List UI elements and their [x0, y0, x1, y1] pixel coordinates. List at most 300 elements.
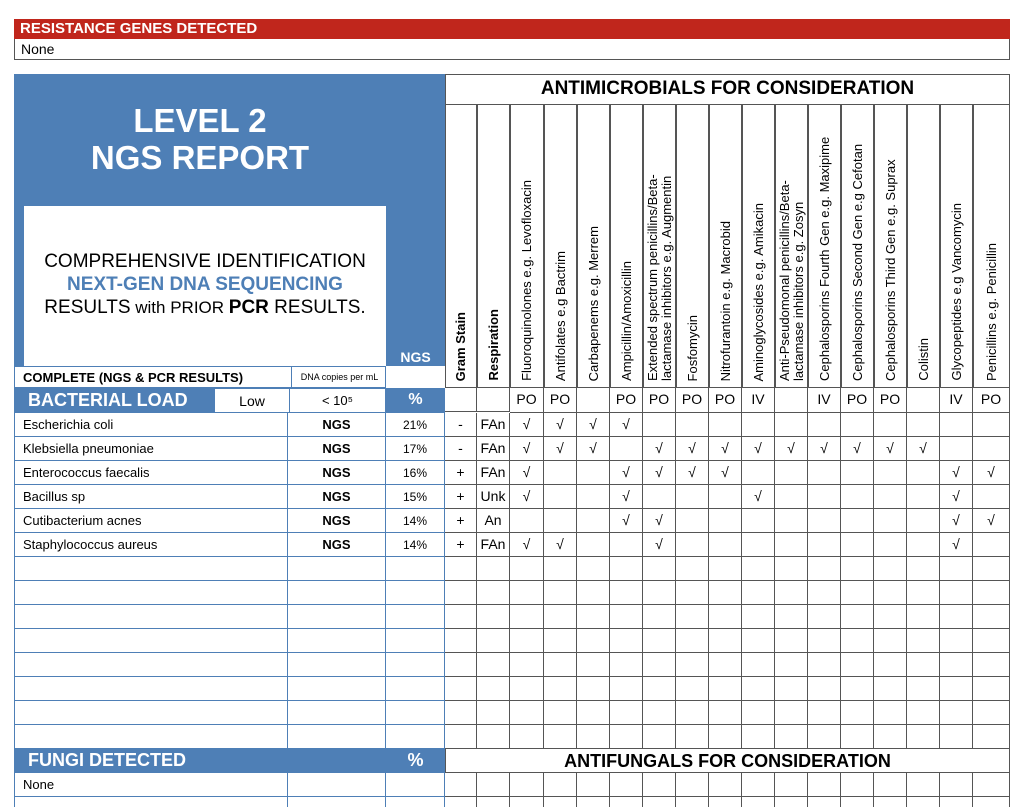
susceptibility-mark — [676, 485, 709, 509]
susceptibility-mark — [577, 485, 610, 509]
susceptibility-mark — [709, 725, 742, 749]
susceptibility-mark — [610, 557, 643, 581]
organism-name — [14, 605, 288, 629]
detection-method — [288, 557, 386, 581]
susceptibility-mark — [940, 557, 973, 581]
drug-header-2 — [544, 105, 577, 388]
susceptibility-mark — [973, 701, 1010, 725]
fungi-drug-cell — [643, 797, 676, 807]
organism-name — [14, 701, 288, 725]
susceptibility-mark — [808, 533, 841, 557]
susceptibility-mark: √ — [510, 461, 544, 485]
susceptibility-mark: √ — [643, 509, 676, 533]
susceptibility-mark — [973, 485, 1010, 509]
respiration-value — [477, 653, 510, 677]
susceptibility-mark — [676, 413, 709, 437]
fungi-drug-cell — [544, 797, 577, 807]
susceptibility-mark — [676, 677, 709, 701]
susceptibility-mark — [510, 701, 544, 725]
fungi-drug-cell — [742, 773, 775, 797]
susceptibility-mark — [874, 653, 907, 677]
report-title-line1: LEVEL 2 — [133, 102, 267, 139]
respiration-value: FAn — [477, 533, 510, 557]
susceptibility-mark: √ — [544, 413, 577, 437]
susceptibility-mark: √ — [577, 413, 610, 437]
susceptibility-mark — [676, 629, 709, 653]
desc-line3 — [24, 296, 386, 319]
gram-stain-value: - — [445, 413, 477, 437]
susceptibility-mark — [643, 677, 676, 701]
respiration-value: FAn — [477, 461, 510, 485]
drug-header-14-label: Glycopeptides e.g Vancomycin — [948, 203, 964, 381]
susceptibility-mark — [841, 701, 874, 725]
drug-header-2-label: Antifolates e.g Bactrim — [552, 250, 568, 381]
organism-name: Escherichia coli — [14, 413, 288, 437]
percent-header: % — [386, 388, 445, 413]
resistance-genes-header: RESISTANCE GENES DETECTED — [14, 19, 1010, 39]
susceptibility-mark — [874, 557, 907, 581]
susceptibility-mark: √ — [510, 485, 544, 509]
susceptibility-mark — [676, 509, 709, 533]
table-row — [14, 413, 1010, 437]
susceptibility-mark — [676, 533, 709, 557]
susceptibility-mark — [940, 725, 973, 749]
fungi-drug-cell — [709, 773, 742, 797]
susceptibility-mark — [874, 629, 907, 653]
susceptibility-mark — [775, 629, 808, 653]
route-cell — [907, 388, 940, 413]
fungi-percent-header: % — [386, 748, 445, 773]
gram-stain-value: + — [445, 485, 477, 509]
table-row — [14, 557, 1010, 581]
fungi-gram — [445, 797, 477, 807]
susceptibility-mark: √ — [610, 461, 643, 485]
fungi-drug-cell — [643, 773, 676, 797]
susceptibility-mark — [742, 605, 775, 629]
susceptibility-mark — [709, 581, 742, 605]
gram-stain-value — [445, 629, 477, 653]
drug-header-13-label: Colistin — [915, 338, 931, 381]
organism-percent: 16% — [386, 461, 445, 485]
detection-method — [288, 605, 386, 629]
route-cell: PO — [973, 388, 1010, 413]
gram-stain-header — [445, 105, 477, 388]
susceptibility-mark — [907, 653, 940, 677]
susceptibility-mark — [610, 605, 643, 629]
respiration-value — [477, 677, 510, 701]
gram-stain-value — [445, 701, 477, 725]
gram-stain-value — [445, 581, 477, 605]
susceptibility-mark: √ — [676, 437, 709, 461]
susceptibility-mark — [544, 557, 577, 581]
fungi-name: None — [14, 773, 288, 797]
susceptibility-mark — [874, 581, 907, 605]
fungi-drug-cell — [775, 773, 808, 797]
susceptibility-mark — [544, 725, 577, 749]
drug-header-9 — [775, 105, 808, 388]
susceptibility-mark — [874, 509, 907, 533]
organism-name: Bacillus sp — [14, 485, 288, 509]
route-cell: PO — [643, 388, 676, 413]
susceptibility-mark: √ — [742, 437, 775, 461]
susceptibility-mark — [610, 629, 643, 653]
susceptibility-mark — [510, 653, 544, 677]
fungi-drug-cell — [775, 797, 808, 807]
susceptibility-mark — [510, 509, 544, 533]
susceptibility-mark — [643, 701, 676, 725]
organism-percent — [386, 725, 445, 749]
susceptibility-mark — [709, 485, 742, 509]
susceptibility-mark — [973, 605, 1010, 629]
susceptibility-mark: √ — [940, 485, 973, 509]
detection-method: NGS — [288, 461, 386, 485]
drug-header-5-label: Extended spectrum penicillins/Beta-lactamase inhibitors e.g. Augmentin — [644, 174, 674, 381]
respiration-header-label: Respiration — [485, 309, 501, 381]
table-row — [14, 533, 1010, 557]
bacterial-load-copies: < 10⁵ — [290, 388, 386, 413]
susceptibility-mark — [709, 557, 742, 581]
drug-header-13 — [907, 105, 940, 388]
respiration-value: FAn — [477, 437, 510, 461]
dna-copies-label: DNA copies per mL — [291, 367, 387, 387]
susceptibility-mark: √ — [643, 533, 676, 557]
detection-method: NGS — [288, 509, 386, 533]
complete-results-header — [14, 366, 386, 388]
fungi-drug-cell — [973, 797, 1010, 807]
complete-label: COMPLETE (NGS & PCR RESULTS) — [23, 370, 244, 385]
fungi-resp — [477, 773, 510, 797]
fungi-drug-cell — [907, 797, 940, 807]
fungi-resp — [477, 797, 510, 807]
susceptibility-mark — [973, 629, 1010, 653]
susceptibility-mark — [775, 653, 808, 677]
susceptibility-mark — [643, 485, 676, 509]
susceptibility-mark: √ — [643, 461, 676, 485]
drug-header-4 — [610, 105, 643, 388]
susceptibility-mark — [841, 629, 874, 653]
susceptibility-mark — [544, 701, 577, 725]
fungi-drug-cell — [676, 773, 709, 797]
susceptibility-mark — [874, 461, 907, 485]
route-row — [14, 388, 1010, 412]
fungi-drug-cell — [676, 797, 709, 807]
fungi-drug-cell — [510, 773, 544, 797]
susceptibility-mark — [808, 557, 841, 581]
susceptibility-mark: √ — [841, 437, 874, 461]
susceptibility-mark — [940, 701, 973, 725]
organism-name — [14, 653, 288, 677]
gram-stain-value: + — [445, 461, 477, 485]
table-row — [14, 437, 1010, 461]
susceptibility-mark — [510, 581, 544, 605]
fungi-drug-cell — [940, 773, 973, 797]
susceptibility-mark — [610, 581, 643, 605]
susceptibility-mark — [577, 677, 610, 701]
susceptibility-mark — [973, 437, 1010, 461]
drug-header-5 — [643, 105, 676, 388]
susceptibility-mark — [841, 653, 874, 677]
fungi-detected-header: FUNGI DETECTED — [14, 748, 386, 773]
susceptibility-mark: √ — [940, 509, 973, 533]
susceptibility-mark — [841, 725, 874, 749]
susceptibility-mark: √ — [907, 437, 940, 461]
susceptibility-mark — [577, 653, 610, 677]
susceptibility-mark — [973, 557, 1010, 581]
susceptibility-mark: √ — [676, 461, 709, 485]
drug-header-4-label: Ampicillin/Amoxicillin — [618, 261, 634, 381]
susceptibility-mark — [510, 677, 544, 701]
susceptibility-mark: √ — [742, 485, 775, 509]
susceptibility-mark — [544, 653, 577, 677]
fungi-drug-cell — [742, 797, 775, 807]
susceptibility-mark — [610, 725, 643, 749]
susceptibility-mark — [907, 605, 940, 629]
susceptibility-mark — [510, 725, 544, 749]
fungi-drug-cell — [874, 773, 907, 797]
route-resp-blank — [477, 388, 510, 412]
susceptibility-mark — [544, 485, 577, 509]
drug-header-3-label: Carbapenems e.g. Merrem — [585, 225, 601, 381]
susceptibility-mark — [775, 485, 808, 509]
susceptibility-mark — [940, 437, 973, 461]
susceptibility-mark — [841, 461, 874, 485]
susceptibility-mark: √ — [510, 413, 544, 437]
susceptibility-mark — [577, 461, 610, 485]
organism-percent: 15% — [386, 485, 445, 509]
susceptibility-mark — [742, 581, 775, 605]
organism-name — [14, 629, 288, 653]
susceptibility-mark — [510, 629, 544, 653]
susceptibility-mark — [973, 533, 1010, 557]
susceptibility-mark — [841, 485, 874, 509]
susceptibility-mark — [676, 701, 709, 725]
susceptibility-mark — [577, 509, 610, 533]
susceptibility-mark — [874, 677, 907, 701]
susceptibility-mark — [940, 677, 973, 701]
fungi-percent — [386, 773, 445, 797]
gram-stain-value: - — [445, 437, 477, 461]
susceptibility-mark — [874, 413, 907, 437]
susceptibility-mark — [874, 485, 907, 509]
respiration-value — [477, 581, 510, 605]
susceptibility-mark — [907, 461, 940, 485]
bacterial-load-label: BACTERIAL LOAD — [14, 388, 214, 413]
susceptibility-mark — [808, 485, 841, 509]
table-row — [14, 509, 1010, 533]
susceptibility-mark — [775, 461, 808, 485]
susceptibility-mark — [775, 557, 808, 581]
susceptibility-mark — [610, 533, 643, 557]
organism-name — [14, 725, 288, 749]
organism-percent: 21% — [386, 413, 445, 437]
gram-stain-value — [445, 653, 477, 677]
susceptibility-mark — [643, 581, 676, 605]
gram-stain-value — [445, 605, 477, 629]
respiration-value — [477, 629, 510, 653]
susceptibility-mark — [775, 509, 808, 533]
detection-method — [288, 725, 386, 749]
susceptibility-mark — [775, 581, 808, 605]
susceptibility-mark — [676, 605, 709, 629]
susceptibility-mark — [874, 533, 907, 557]
susceptibility-mark — [841, 581, 874, 605]
drug-header-8-label: Aminoglycosides e.g. Amikacin — [750, 202, 766, 381]
organism-percent — [386, 653, 445, 677]
susceptibility-mark — [709, 509, 742, 533]
drug-header-3 — [577, 105, 610, 388]
susceptibility-mark — [808, 653, 841, 677]
susceptibility-mark — [808, 677, 841, 701]
susceptibility-mark — [742, 509, 775, 533]
organism-percent: 14% — [386, 533, 445, 557]
table-row — [14, 653, 1010, 677]
gram-stain-value — [445, 725, 477, 749]
report-title — [14, 74, 386, 206]
drug-header-8 — [742, 105, 775, 388]
route-cell: PO — [544, 388, 577, 413]
susceptibility-mark: √ — [610, 485, 643, 509]
drug-header-14 — [940, 105, 973, 388]
detection-method — [288, 629, 386, 653]
susceptibility-mark — [808, 725, 841, 749]
respiration-value — [477, 725, 510, 749]
susceptibility-mark — [709, 533, 742, 557]
organism-percent — [386, 629, 445, 653]
table-row — [14, 485, 1010, 509]
fungi-method — [288, 797, 386, 807]
susceptibility-mark — [907, 485, 940, 509]
susceptibility-mark — [841, 533, 874, 557]
fungi-drug-cell — [940, 797, 973, 807]
detection-method: NGS — [288, 485, 386, 509]
gram-stain-value — [445, 677, 477, 701]
desc-line1: COMPREHENSIVE IDENTIFICATION — [44, 251, 366, 272]
susceptibility-mark — [907, 533, 940, 557]
susceptibility-mark — [907, 509, 940, 533]
susceptibility-mark — [643, 653, 676, 677]
susceptibility-mark — [742, 677, 775, 701]
organism-percent — [386, 701, 445, 725]
susceptibility-mark — [742, 461, 775, 485]
susceptibility-mark: √ — [709, 461, 742, 485]
susceptibility-mark — [841, 605, 874, 629]
resistance-genes-value: None — [14, 39, 1010, 60]
susceptibility-mark — [742, 653, 775, 677]
detection-method: NGS — [288, 533, 386, 557]
respiration-value — [477, 701, 510, 725]
susceptibility-mark — [808, 701, 841, 725]
susceptibility-mark — [775, 701, 808, 725]
susceptibility-mark — [940, 653, 973, 677]
susceptibility-mark: √ — [510, 437, 544, 461]
organism-percent: 17% — [386, 437, 445, 461]
susceptibility-mark — [775, 725, 808, 749]
fungi-drug-cell — [907, 773, 940, 797]
organism-name: Enterococcus faecalis — [14, 461, 288, 485]
drug-header-1 — [510, 105, 544, 388]
drug-header-7-label: Nitrofurantoin e.g. Macrobid — [717, 220, 733, 381]
fungi-drug-cell — [709, 797, 742, 807]
susceptibility-mark — [808, 413, 841, 437]
susceptibility-mark — [676, 653, 709, 677]
fungi-drug-cell — [610, 797, 643, 807]
susceptibility-mark — [510, 557, 544, 581]
fungi-method — [288, 773, 386, 797]
route-cell: PO — [510, 388, 544, 413]
susceptibility-mark — [907, 701, 940, 725]
susceptibility-mark — [676, 581, 709, 605]
desc-line3-c: PCR — [228, 297, 269, 318]
report-title-line2: NGS REPORT — [90, 139, 310, 176]
susceptibility-mark — [577, 605, 610, 629]
respiration-value — [477, 557, 510, 581]
organism-percent — [386, 581, 445, 605]
drug-header-15 — [973, 105, 1010, 388]
susceptibility-mark — [841, 509, 874, 533]
fungi-drug-cell — [874, 797, 907, 807]
detection-method — [288, 581, 386, 605]
table-row — [14, 605, 1010, 629]
detection-method — [288, 677, 386, 701]
respiration-value — [477, 605, 510, 629]
route-cell — [775, 388, 808, 413]
fungi-drug-cell — [973, 773, 1010, 797]
susceptibility-mark — [808, 461, 841, 485]
organism-name — [14, 581, 288, 605]
detection-method — [288, 701, 386, 725]
table-row — [14, 701, 1010, 725]
respiration-value: An — [477, 509, 510, 533]
fungi-drug-cell — [577, 797, 610, 807]
susceptibility-mark — [841, 413, 874, 437]
susceptibility-mark: √ — [510, 533, 544, 557]
susceptibility-mark — [973, 581, 1010, 605]
susceptibility-mark: √ — [973, 509, 1010, 533]
susceptibility-mark — [544, 509, 577, 533]
susceptibility-mark: √ — [577, 437, 610, 461]
susceptibility-mark — [775, 677, 808, 701]
susceptibility-mark — [742, 629, 775, 653]
susceptibility-mark: √ — [874, 437, 907, 461]
drug-header-6-label: Fosfomycin — [684, 314, 700, 381]
susceptibility-mark — [709, 629, 742, 653]
susceptibility-mark: √ — [940, 461, 973, 485]
fungi-drug-cell — [544, 773, 577, 797]
drug-header-11-label: Cephalosporins Second Gen e.g Cefotan — [849, 143, 865, 381]
susceptibility-mark — [643, 413, 676, 437]
susceptibility-mark — [643, 605, 676, 629]
susceptibility-mark — [544, 629, 577, 653]
drug-header-12 — [874, 105, 907, 388]
table-row — [14, 461, 1010, 485]
fungi-gram — [445, 773, 477, 797]
susceptibility-mark — [907, 677, 940, 701]
susceptibility-mark — [973, 653, 1010, 677]
susceptibility-mark — [874, 725, 907, 749]
susceptibility-mark — [709, 677, 742, 701]
susceptibility-mark — [742, 533, 775, 557]
organism-percent — [386, 557, 445, 581]
fungi-row — [14, 797, 1010, 807]
desc-line3-d: RESULTS. — [268, 297, 366, 318]
antimicrobials-header: ANTIMICROBIALS FOR CONSIDERATION — [445, 74, 1010, 105]
susceptibility-mark — [610, 653, 643, 677]
gram-stain-value: + — [445, 509, 477, 533]
susceptibility-mark: √ — [808, 437, 841, 461]
susceptibility-mark — [577, 581, 610, 605]
susceptibility-mark — [973, 413, 1010, 437]
susceptibility-mark — [907, 557, 940, 581]
